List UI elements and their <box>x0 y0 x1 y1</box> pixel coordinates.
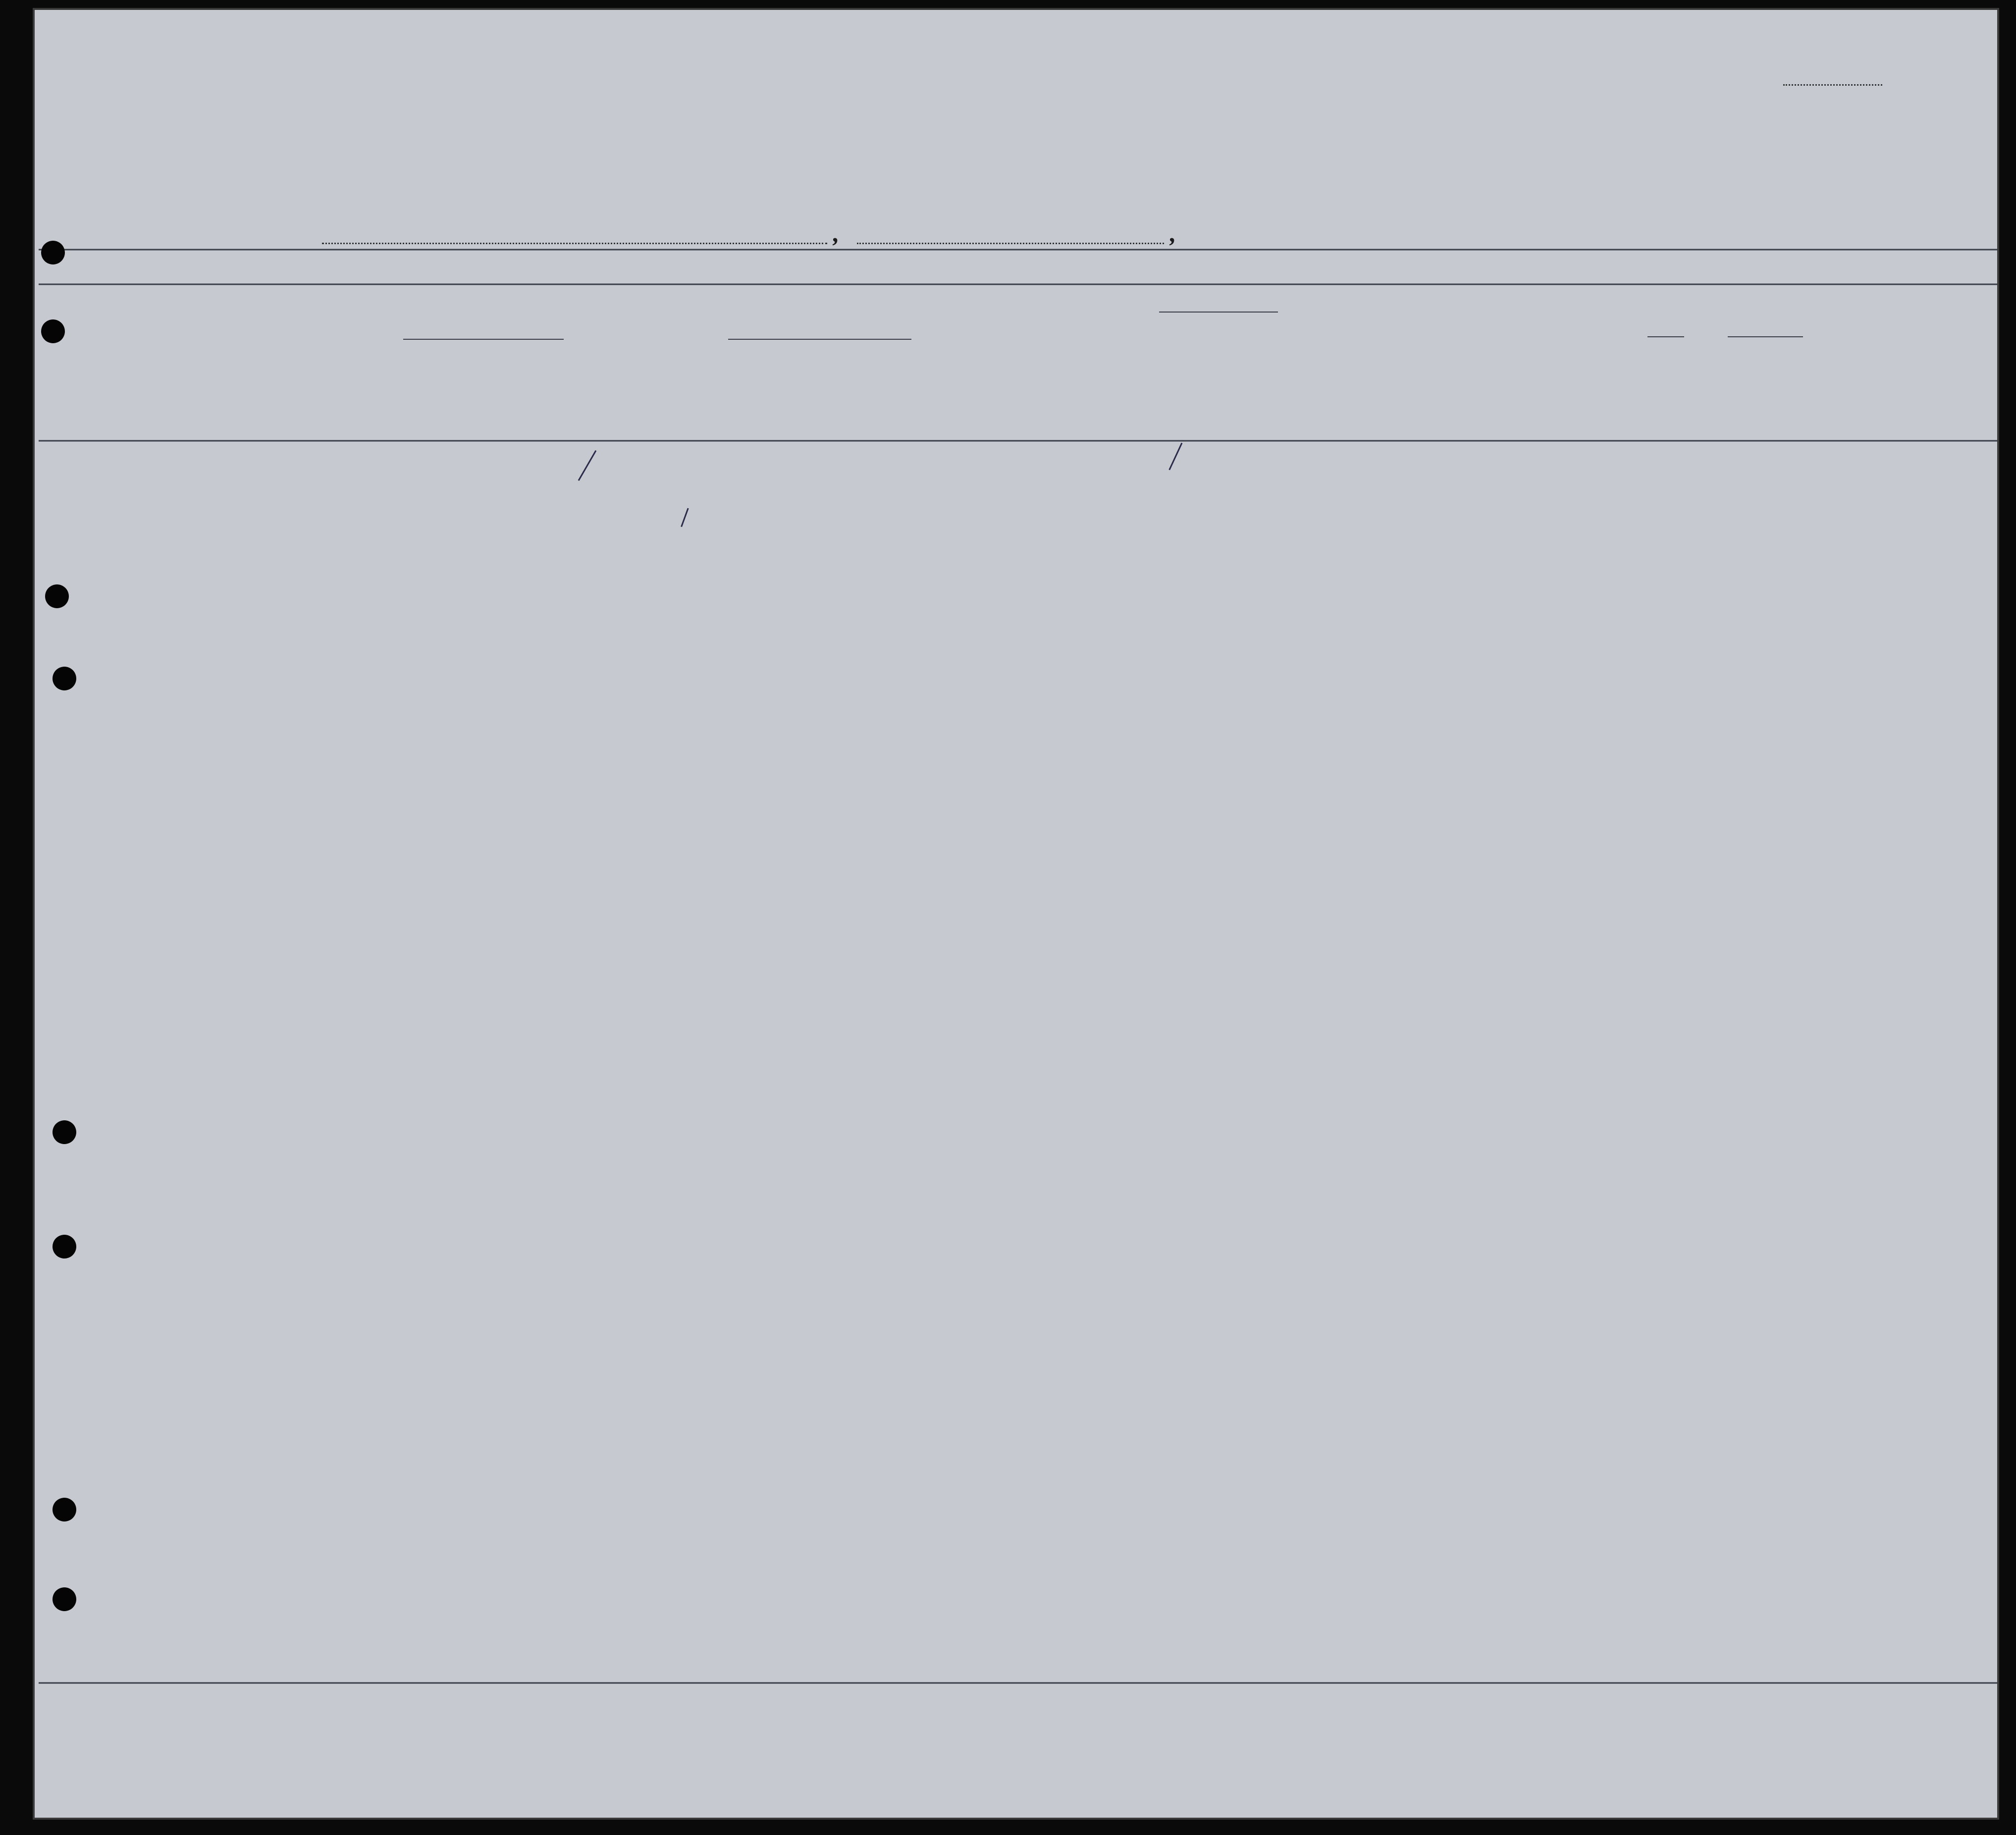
manifest-sheet <box>33 8 1999 1820</box>
col-header-27 <box>1383 297 1403 436</box>
date-comma: , <box>1170 219 1176 247</box>
become-citizen-label <box>1251 317 1271 436</box>
col-header-28 <box>1408 292 1470 436</box>
binder-hole <box>41 319 65 343</box>
feet-label <box>1647 342 1665 436</box>
binder-hole <box>53 1498 76 1521</box>
binder-hole <box>53 1120 76 1144</box>
port-comma: , <box>833 219 840 247</box>
binder-hole <box>41 241 65 264</box>
table-grid <box>35 10 1997 1818</box>
col-header-30 <box>1501 297 1521 436</box>
binder-hole <box>53 667 76 690</box>
binder-hole <box>53 1235 76 1258</box>
inches-label <box>1666 342 1684 436</box>
col-header-26 <box>1358 297 1378 436</box>
length-time-label <box>1223 317 1243 436</box>
intends-return-label <box>1197 317 1217 436</box>
binder-hole <box>53 1587 76 1611</box>
col-header-19 <box>567 297 596 436</box>
binder-hole <box>45 584 69 608</box>
col-header-31 <box>1525 297 1544 436</box>
col-header-25 <box>1279 292 1307 436</box>
col-header-21 <box>696 297 726 436</box>
col-header-29 <box>1472 292 1500 436</box>
